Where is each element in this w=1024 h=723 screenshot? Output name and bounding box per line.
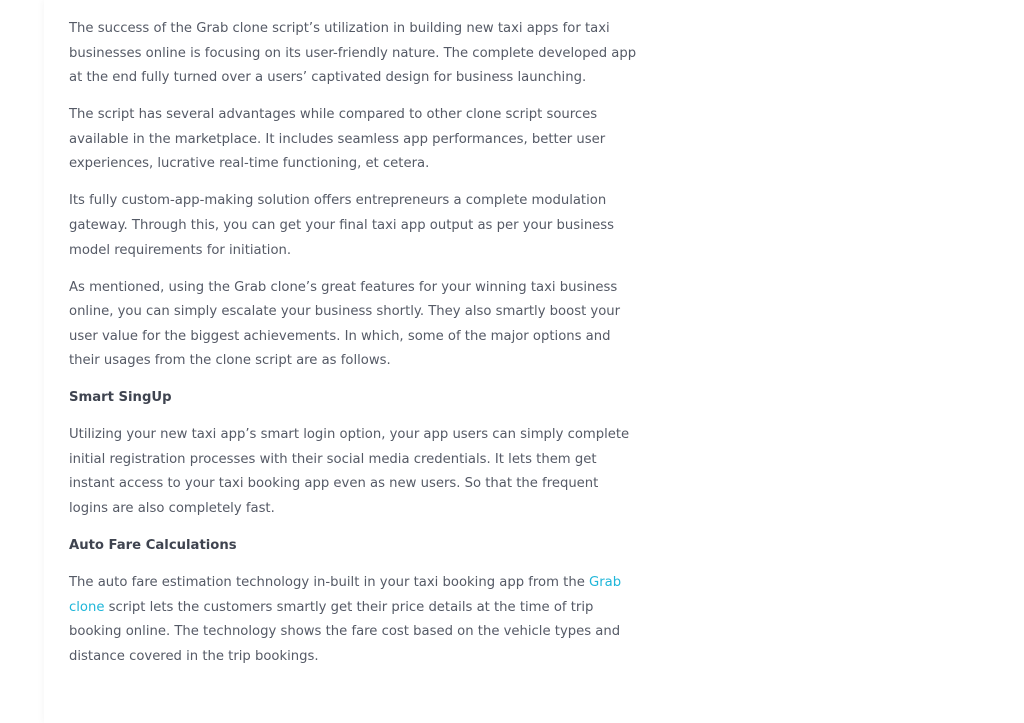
section-heading-auto-fare: Auto Fare Calculations — [69, 538, 237, 554]
paragraph-auto-fare-end: script lets the customers smartly get their price details at the time of trip booking online. The technology shows the fare cost based on the vehicle types and distance covered in the trip bookings. — [69, 599, 621, 664]
grab-clone-link[interactable]: Grab clone — [69, 575, 622, 615]
section-heading-smart-signup: Smart SingUp — [69, 390, 172, 406]
paragraph-features-intro: As mentioned, using the Grab clone’s great features for your winning taxi business online, you can simply escalate your business shortly. They also smartly boost your user value for the biggest achievements. In which, some of the major options and their usages from the clone script are as follows. — [69, 279, 621, 369]
paragraph-smart-signup: Utilizing your new taxi app’s smart login option, your app users can simply complete initial registration processes with their social media credentials. It lets them get instant access to your taxi booking app even as new users. So that the frequent logins are also completely fast. — [69, 427, 630, 517]
paragraph-auto-fare — [69, 571, 639, 669]
paragraph-intro: The success of the Grab clone script’s utilization in building new taxi apps for taxi businesses online is focusing on its user-friendly nature. The complete developed app at the end fully turned over a users’ captivated design for business launching. — [69, 21, 637, 86]
paragraph-auto-fare-start: The auto fare estimation technology in-built in your taxi booking app from the — [69, 575, 589, 591]
sidebar-area — [660, 0, 1024, 723]
paragraph-advantages: The script has several advantages while compared to other clone script sources available in the marketplace. It includes seamless app performances, better user experiences, lucrative real-time functioning, et cetera. — [69, 107, 606, 172]
article-body — [69, 17, 639, 682]
paragraph-custom-solution: Its fully custom-app-making solution offers entrepreneurs a complete modulation gateway. Through this, you can get your final taxi app output as per your business model requirements for initiation. — [69, 193, 615, 258]
